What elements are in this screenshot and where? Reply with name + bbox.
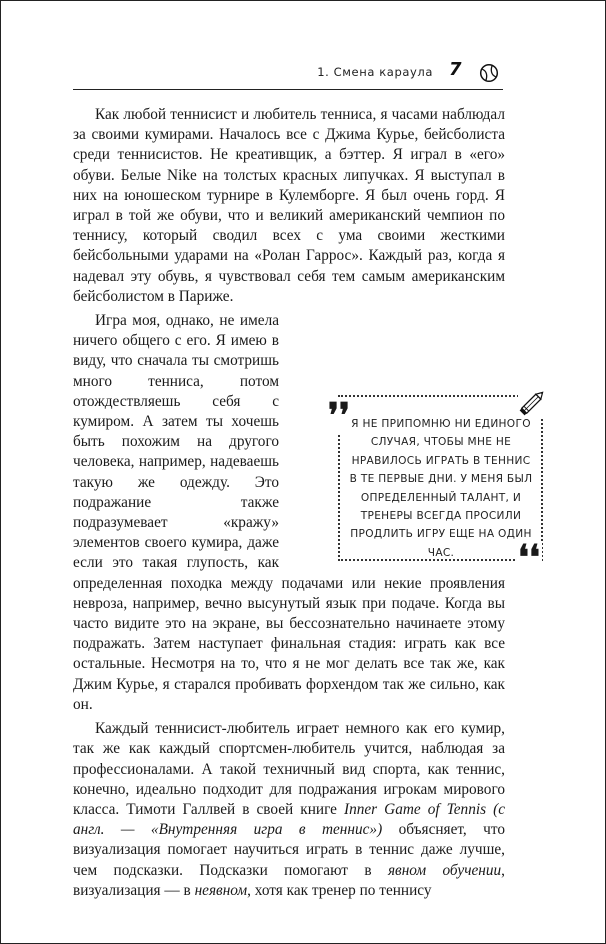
close-quote-mark: ❛❛ <box>518 538 540 578</box>
paragraph-3 <box>73 719 505 901</box>
page-number: 7 <box>449 59 462 80</box>
running-head: 1. Смена караула <box>317 65 433 79</box>
open-quote-mark: ❜❜ <box>328 396 350 436</box>
paragraph-1: Как любой теннисист и любитель тенниса, я часами наблюдал за своими кумирами. Началось все с Джима Курье, бейсболиста среди теннисистов. Не креативщик, а бэттер. Я играл в «его» обуви. Белые Nike на толстых красных липучках. Я выступал в них на юношеском турнире в Кулемборге. Я был очень горд. Я играл в той же обуви, что и великий американский чемпион по теннису, который сводил всех с ума своими жесткими бейсбольными ударами на «Ролан Гаррос». Каждый раз, когда я надевал эту обувь, я чувствовал себя тем самым американским бейсболистом в Париже. <box>73 106 505 305</box>
paragraph-2-text: Игра моя, однако, не имела ничего общего с его. Я имею в виду, что сначала ты смотришь много тенниса, потом отождествляешь себя с кумиром. А затем ты хочешь быть похожим на другого человека, например, надеваешь такую же одежду. Это подражание также подразумевает «кражу» элементов своего кумира, даже если это такая глупость, как определенная походка между подачами или некие проявления невроза, например, вечно высунутый язык при подаче. Когда вы часто видите это на экране, вы бессознательно начинаете этому подражать. Затем наступает финальная стадия: играть как все остальные. Несмотря на то, что я не мог делать все так же, как Джим Курье, я старался пробивать форхендом так же сильно, как он. <box>73 312 505 713</box>
paragraph-3-text-d: , визуализация — в <box>73 861 505 899</box>
pull-quote <box>328 395 542 578</box>
paragraph-3-text-c: объясняет, что визуализация помогает научиться играть в теннис даже лучше, чем подсказки. Подсказки помогают в <box>73 821 505 879</box>
pencil-icon <box>514 385 550 421</box>
book-title-translation: (с англ. — «Внутренняя игра в теннис») <box>73 800 505 839</box>
paragraph-3-text-e: , хотя как тренер по теннису <box>247 881 432 899</box>
pull-quote-text: Я НЕ ПРИПОМНЮ НИ ЕДИНОГО СЛУЧАЯ, ЧТОБЫ МНЕ НЕ НРАВИЛОСЬ ИГРАТЬ В ТЕННИС В ТЕ ПЕРВЫЕ ДНИ. У МЕНЯ БЫЛ ОПРЕДЕЛЕННЫЙ ТАЛАНТ, И ТРЕНЕРЫ ВСЕГДА ПРОСИЛИ ПРОДЛИТЬ ИГРУ ЕЩЕ НА ОДИН ЧАС. <box>349 418 533 559</box>
paragraph-3-text-a: Каждый теннисист-любитель играет немного как его кумир, так же как каждый спортсмен-любитель учится, наблюдая за профессионалами. А такой техничный вид спорта, как теннис, конечно, идеально подходит для подражания игрокам мирового класса. Тимоти Галлвей в своей книге <box>73 720 505 818</box>
header-rule <box>73 89 503 90</box>
book-title: Inner Game of Tennis <box>343 800 487 818</box>
explicit-learning-term: явном обучении <box>387 861 502 879</box>
implicit-learning-term: неявном <box>194 881 248 899</box>
tennis-ball-icon <box>479 63 499 83</box>
